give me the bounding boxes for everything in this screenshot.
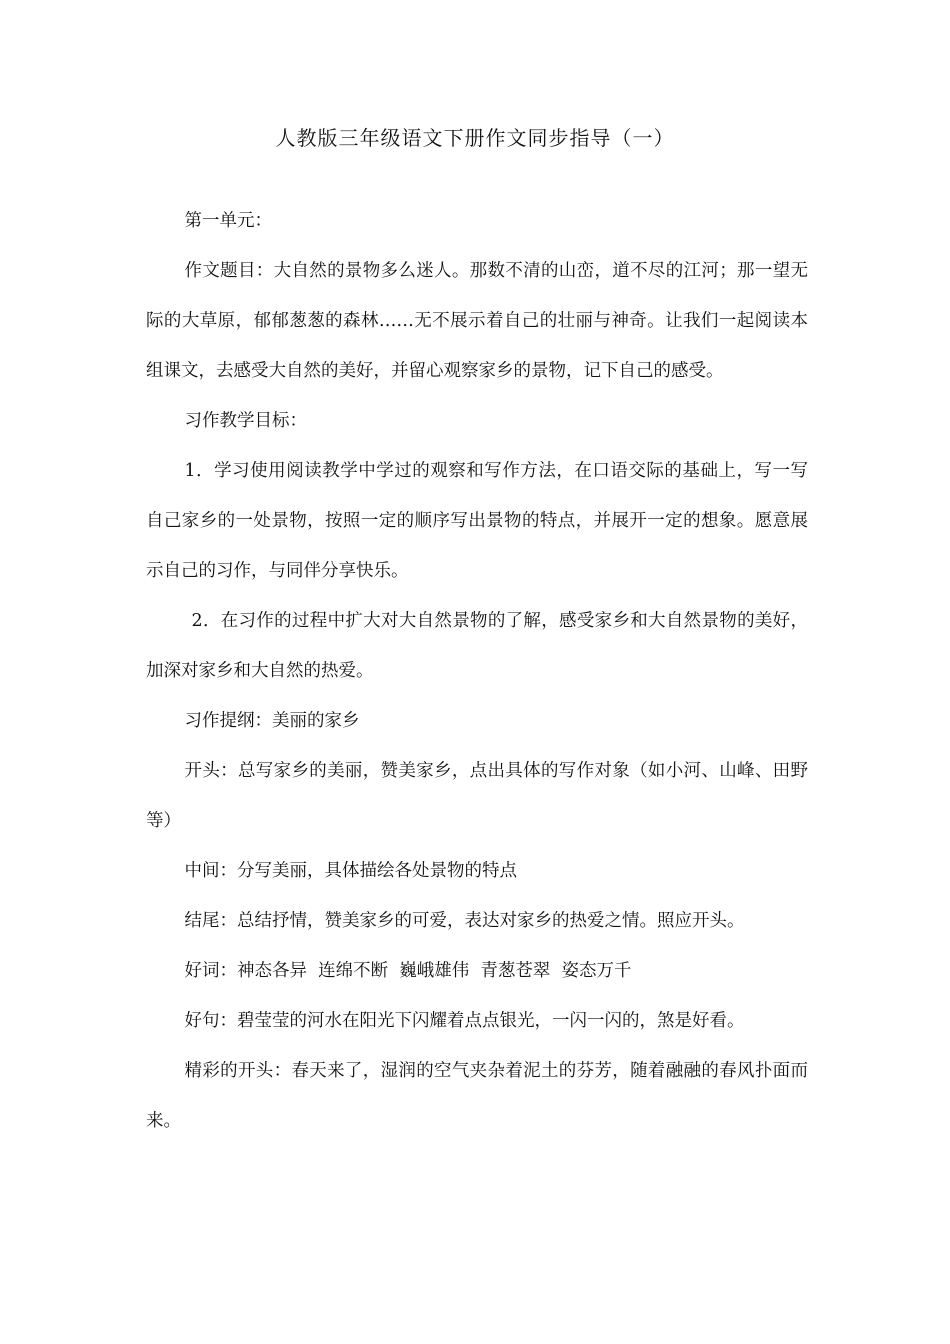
teaching-goal-1: 1．学习使用阅读教学中学过的观察和写作方法，在口语交际的基础上，写一写自己家乡的一处景物，按照一定的顺序写出景物的特点，并展开一定的想象。愿意展示自己的习作，与同伴分享快乐。: [146, 461, 808, 581]
unit-heading: 第一单元：: [184, 211, 272, 231]
document-title: 人教版三年级语文下册作文同步指导（一）: [275, 126, 675, 150]
good-sentence: 好句：碧莹莹的河水在阳光下闪耀着点点银光，一闪一闪的，煞是好看。: [184, 1011, 745, 1031]
outline-ending: 结尾：总结抒情，赞美家乡的可爱，表达对家乡的热爱之情。照应开头。: [184, 911, 745, 931]
outline-middle: 中间：分写美丽，具体描绘各处景物的特点: [184, 861, 517, 881]
outline-heading: 习作提纲：美丽的家乡: [184, 711, 360, 731]
teaching-goals-heading: 习作教学目标：: [184, 411, 307, 431]
outline-opening: 开头：总写家乡的美丽，赞美家乡，点出具体的写作对象（如小河、山峰、田野等）: [146, 761, 808, 831]
wonderful-opening: 精彩的开头：春天来了，湿润的空气夹杂着泥土的芬芳，随着融融的春风扑面而来。: [146, 1061, 808, 1131]
composition-topic-paragraph: 作文题目：大自然的景物多么迷人。那数不清的山峦，道不尽的江河；那一望无际的大草原，郁郁葱葱的森林……无不展示着自己的壮丽与神奇。让我们一起阅读本组课文，去感受大自然的美好，并留心观察家乡的景物，记下自己的感受。: [146, 261, 808, 381]
document-body: [146, 196, 808, 1146]
teaching-goal-2: 2．在习作的过程中扩大对大自然景物的了解，感受家乡和大自然景物的美好，加深对家乡和大自然的热爱。: [146, 611, 808, 681]
good-words: 好词：神态各异 连绵不断 巍峨雄伟 青葱苍翠 姿态万千: [184, 961, 632, 981]
